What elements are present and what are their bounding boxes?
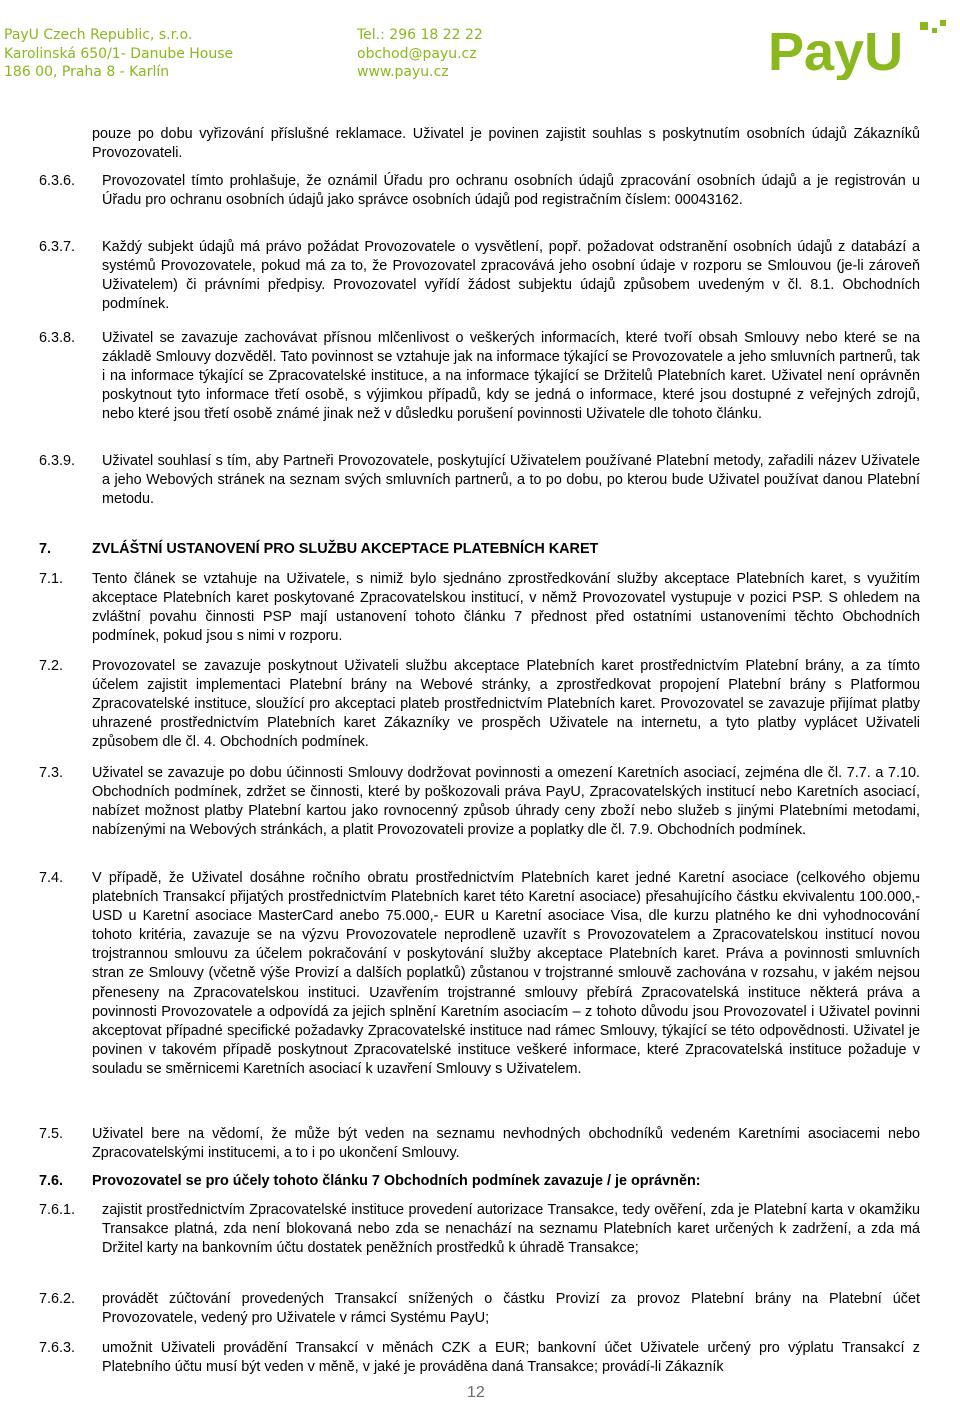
clause-number: 7.1. bbox=[39, 571, 64, 587]
paragraph: Uživatel se zavazuje zachovávat přísnou mlčenlivost o veškerých informacích, které tvoří obsah Smlouvy nebo které se na základě Smlouvy dozvěděl. Tato povinnost se vztahuje jak na informace týkající se Provozovatele a jeho smluvních partnerů, tak i na informace týkající se Zpracovatelské instituce, a na informace týkající se Držitelů Platebních karet. Uživatel není oprávněn poskytnout tyto informace třetí osobě, s výjimkou případů, kdy se jedná o informace, které jsou dostupné z veřejných zdrojů, nebo které jsou třetí osobě známé jinak než v důsledku porušení povinnosti Uživatele dle tohoto článku. bbox=[102, 330, 920, 423]
payu-logo-text: PayU bbox=[768, 22, 904, 80]
logo-dot bbox=[920, 22, 928, 30]
clause-number: 6.3.6. bbox=[39, 173, 76, 189]
clause-number: 7.6.3. bbox=[39, 1340, 76, 1356]
company-contact bbox=[357, 26, 483, 82]
paragraph: Provozovatel se zavazuje poskytnout Uživateli službu akceptace Platebních karet prostřednictvím Platební brány, a za tímto účelem zajistit implementaci Platební brány na Webové stránky, a zprostředkovat propojení Platební brány s Platformou Zpracovatelské instituce, sloužící pro akceptaci plateb prostřednictvím Platebních karet. Provozovatel se zavazuje přijímat platby uhrazené prostřednictvím Platebních karet Zákazníky ve prospěch Uživatele na internetu, a tyto platby vyplácet Uživateli způsobem dle čl. 4. Obchodních podmínek. bbox=[92, 658, 920, 751]
logo-dot bbox=[932, 28, 937, 33]
paragraph: provádět zúčtování provedených Transakcí snížených o částku Provizí za provoz Platební brány na Platební účet Provozovatele, vedený pro Uživatele v rámci Systému PayU; bbox=[102, 1291, 920, 1327]
clause-number: 7.4. bbox=[39, 870, 64, 886]
clause-number: 7.5. bbox=[39, 1126, 64, 1142]
contact-phone: Tel.: 296 18 22 22 bbox=[357, 27, 483, 43]
clause-number: 6.3.9. bbox=[39, 453, 76, 469]
paragraph: zajistit prostřednictvím Zpracovatelské instituce provedení autorizace Transakce, tedy ověření, zda je Platební karta v okamžiku Transakce platná, zda není blokovaná nebo zda se nenachází na seznamu Platebních karet určených k zadržení, a zda má Držitel karty na bankovním účtu dostatek peněžních prostředků k úhradě Transakce; bbox=[102, 1202, 920, 1257]
paragraph: umožnit Uživateli provádění Transakcí v měnách CZK a EUR; bankovní účet Uživatele určený pro výplatu Transakcí z Platebního účtu musí být veden v měně, v jaké je prováděna daná Transakce; provádí-li Zákazník bbox=[102, 1340, 920, 1376]
company-address bbox=[4, 26, 233, 82]
paragraph-heading: Provozovatel se pro účely tohoto článku 7 Obchodních podmínek zavazuje / je oprávněn: bbox=[92, 1173, 701, 1189]
contact-web: www.payu.cz bbox=[357, 64, 449, 80]
company-street: Karolinská 650/1- Danube House bbox=[4, 45, 234, 62]
payu-logo bbox=[768, 20, 956, 80]
paragraph: Uživatel se zavazuje po dobu účinnosti Smlouvy dodržovat povinnosti a omezení Karetních asociací, zejména dle čl. 7.7. a 7.10. Obchodních podmínek, zdržet se činnosti, které by poškozovali práva PayU, Zpracovatelských institucí nebo Karetních asociací, nabízet možnost platby Platební kartou jako rovnocenný způsob úhrady ceny zboží nebo služeb s jinými Platebními metodami, nabízenými na Webových stránkách, a platit Provozovateli provize a poplatky dle čl. 7.9. Obchodních podmínek. bbox=[92, 765, 920, 839]
clause-number: 7.6.1. bbox=[39, 1202, 76, 1218]
clause-number: 7.2. bbox=[39, 658, 64, 674]
page-number: 12 bbox=[467, 1384, 485, 1401]
paragraph: Uživatel souhlasí s tím, aby Partneři Provozovatele, poskytující Uživatelem používané Platební metody, zařadili název Uživatele a jeho Webových stránek na seznam svých smluvních partnerů, a to po dobu, po kterou bude Uživatel používat danou Platební metodu. bbox=[102, 453, 920, 508]
paragraph: Uživatel bere na vědomí, že může být veden na seznamu nevhodných obchodníků vedeném Karetními asociacemi nebo Zpracovatelskými institucemi, a to i po ukončení Smlouvy. bbox=[92, 1126, 920, 1162]
clause-number: 7.6.2. bbox=[39, 1291, 76, 1307]
paragraph: Provozovatel tímto prohlašuje, že oznámil Úřadu pro ochranu osobních údajů zpracování osobních údajů a je registrován u Úřadu pro ochranu osobních údajů jako správce osobních údajů pod registračním číslem: 00043162. bbox=[102, 173, 920, 209]
company-name: PayU Czech Republic, s.r.o. bbox=[4, 27, 193, 43]
paragraph: V případě, že Uživatel dosáhne ročního obratu prostřednictvím Platebních karet jedné Karetní asociace (celkového objemu platebních Transakcí přijatých prostřednictvím Platebních karet této Karetní asociace) přesahujícího částku ekvivalentu 100.000,- USD u Karetní asociace MasterCard anebo 75.000,- EUR u Karetní asociace Visa, dle kurzu platného ke dni vyhodnocování tohoto kritéria, zavazuje se na výzvu Provozovatele neprodleně uzavřít s Provozovatelem a Zpracovatelskou institucí novou trojstrannou smlouvu za účelem pokračování v poskytování služby akceptace Platebních karet. Práva a povinnosti smluvních stran ze Smlouvy (včetně výše Provizí a dalších poplatků) zůstanou v trojstranné smlouvě zachována v rozsahu, v jakém nejsou přeneseny na Zpracovatelskou instituci. Uzavřením trojstranné smlouvy přebírá Zpracovatelská instituce některá práva a povinnosti Provozovatele a odpovídá za jejich splnění Karetním asociacím – z tohoto důvodu jsou Provozovatel i Uživatel povinni akceptovat případné specifické požadavky Zpracovatelské instituce nad rámec Smlouvy, týkající se této odpovědnosti. Uživatel je povinen v takovém případě poskytnout Zpracovatelské instituce veškeré informace, které Zpracovatelská instituce požaduje v souladu se směrnicemi Karetních asociací k uzavření Smlouvy s Uživatelem. bbox=[92, 870, 920, 1077]
paragraph: Každý subjekt údajů má právo požádat Provozovatele o vysvětlení, popř. požadovat odstranění osobních údajů z databází a systémů Provozovatele, pokud má za to, že Provozovatel zpracovává jeho osobní údaje v rozporu se Smlouvou (je-li zároveň Uživatelem) či právními předpisy. Provozovatel vyřídí žádost subjektu údajů způsobem uvedeným v čl. 8.1. Obchodních podmínek. bbox=[102, 239, 920, 313]
clause-number: 7.6. bbox=[39, 1173, 64, 1189]
section-number: 7. bbox=[39, 541, 52, 557]
logo-dot bbox=[940, 20, 946, 26]
company-city: 186 00, Praha 8 - Karlín bbox=[4, 64, 170, 80]
clause-number: 6.3.7. bbox=[39, 239, 76, 255]
clause-number: 7.3. bbox=[39, 765, 64, 781]
clause-number: 6.3.8. bbox=[39, 330, 76, 346]
paragraph: pouze po dobu vyřizování příslušné reklamace. Uživatel je povinen zajistit souhlas s poskytnutím osobních údajů Zákazníků Provozovateli. bbox=[92, 126, 920, 162]
contact-email: obchod@payu.cz bbox=[357, 45, 477, 62]
section-heading: ZVLÁŠTNÍ USTANOVENÍ PRO SLUŽBU AKCEPTACE PLATEBNÍCH KARET bbox=[92, 541, 599, 557]
paragraph: Tento článek se vztahuje na Uživatele, s nimiž bylo sjednáno zprostředkování služby akceptace Platebních karet, s využitím akceptace Platebních karet poskytované Zpracovatelskou institucí, v němž Provozovatel vystupuje v pozici PSP. S ohledem na zvláštní povahu činnosti PSP mají ustanovení tohoto článku 7 přednost před ostatními ustanoveními těchto Obchodních podmínek, pokud jsou s nimi v rozporu. bbox=[92, 571, 920, 645]
